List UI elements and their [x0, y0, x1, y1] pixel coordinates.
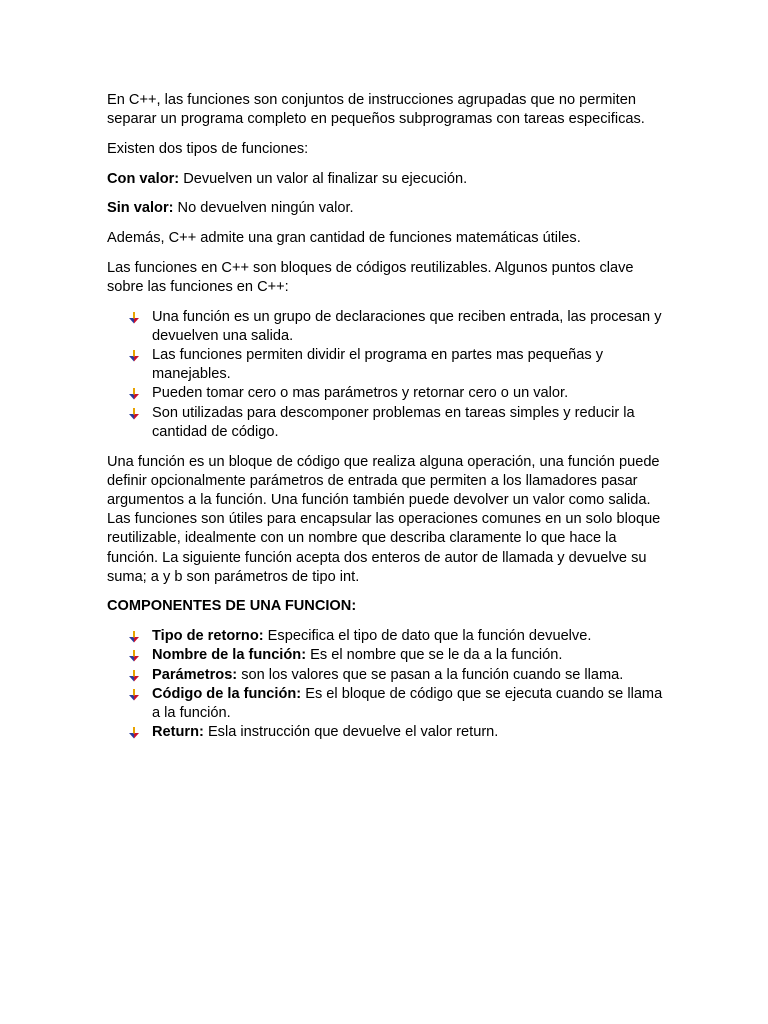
component-text: Es el nombre que se le da a la función.	[306, 647, 563, 664]
component-text: Es el bloque de código que se ejecuta cuando se llama a la función.	[152, 685, 663, 721]
list-item	[152, 384, 663, 403]
arrow-down-bullet-icon	[128, 350, 140, 362]
arrow-down-bullet-icon	[128, 727, 140, 739]
key-points-list	[107, 308, 663, 442]
arrow-down-bullet-icon	[128, 388, 140, 400]
component-label: Tipo de retorno:	[152, 628, 264, 645]
list-item-text: Una función es un grupo de declaraciones que reciben entrada, las procesan y devuelven una salida.	[152, 308, 662, 344]
con-valor-text: Devuelven un valor al finalizar su ejecución.	[179, 170, 468, 187]
list-item	[152, 646, 663, 665]
arrow-down-bullet-icon	[128, 670, 140, 682]
list-item	[152, 627, 663, 646]
key-points-intro: Las funciones en C++ son bloques de códigos reutilizables. Algunos puntos clave sobre las funciones en C++:	[107, 259, 634, 295]
components-list	[107, 627, 663, 742]
types-intro: Existen dos tipos de funciones:	[107, 140, 309, 157]
math-paragraph: Además, C++ admite una gran cantidad de funciones matemáticas útiles.	[107, 230, 581, 247]
component-label: Código de la función:	[152, 685, 302, 702]
component-text: Esla instrucción que devuelve el valor return.	[203, 724, 499, 741]
con-valor-paragraph	[107, 170, 663, 189]
list-item-text: Son utilizadas para descomponer problemas en tareas simples y reducir la cantidad de código.	[152, 404, 635, 440]
component-text: Especifica el tipo de dato que la función devuelve.	[263, 628, 592, 645]
component-label: Parámetros:	[152, 666, 238, 683]
component-text: son los valores que se pasan a la función cuando se llama.	[237, 666, 624, 683]
component-label: Nombre de la función:	[152, 647, 307, 664]
sin-valor-paragraph	[107, 199, 663, 218]
con-valor-label: Con valor:	[107, 170, 180, 187]
components-heading-text: COMPONENTES DE UNA FUNCION:	[107, 598, 357, 615]
document-page	[107, 91, 663, 753]
component-label: Return:	[152, 724, 204, 741]
arrow-down-bullet-icon	[128, 408, 140, 420]
components-heading	[107, 597, 663, 616]
arrow-down-bullet-icon	[128, 689, 140, 701]
list-item	[152, 404, 663, 442]
arrow-down-bullet-icon	[128, 631, 140, 643]
intro-paragraph: En C++, las funciones son conjuntos de instrucciones agrupadas que no permiten separar un programa completo en pequeños subprogramas con tareas especificas.	[107, 92, 645, 128]
list-item-text: Las funciones permiten dividir el programa en partes mas pequeñas y manejables.	[152, 347, 604, 383]
list-item	[152, 723, 663, 742]
list-item	[152, 346, 663, 384]
sin-valor-label: Sin valor:	[107, 200, 174, 217]
list-item	[152, 308, 663, 346]
arrow-down-bullet-icon	[128, 312, 140, 324]
description-paragraph: Una función es un bloque de código que realiza alguna operación, una función puede definir opcionalmente parámetros de entrada que permiten a los llamadores pasar argumentos a la función. Una función también puede devolver un valor como salida. Las funciones son útiles para encapsular las operaciones comunes en un solo bloque reutilizable, idealmente con un nombre que describa claramente lo que hace la función. La siguiente función acepta dos enteros de autor de llamada y devuelve su suma; a y b son parámetros de tipo int.	[107, 453, 661, 585]
sin-valor-text: No devuelven ningún valor.	[173, 200, 354, 217]
list-item	[152, 685, 663, 723]
list-item-text: Pueden tomar cero o mas parámetros y retornar cero o un valor.	[152, 385, 569, 402]
list-item	[152, 666, 663, 685]
arrow-down-bullet-icon	[128, 650, 140, 662]
